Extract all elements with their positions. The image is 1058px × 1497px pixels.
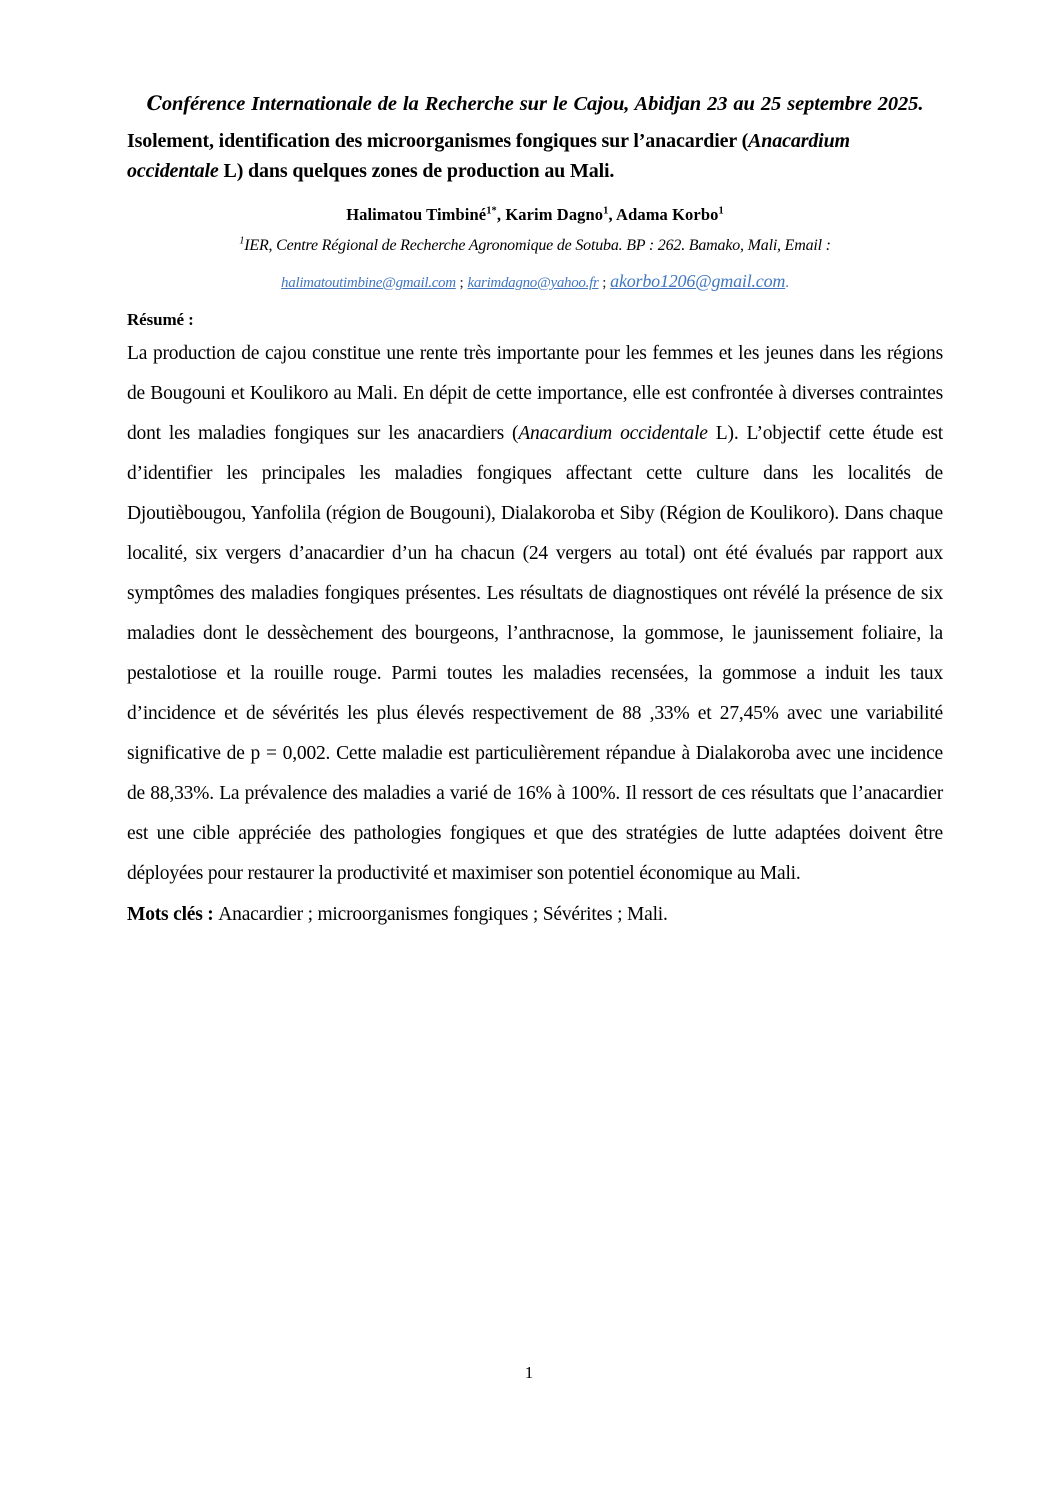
author-3-name: , Adama Korbo xyxy=(608,205,719,224)
abstract-label: Résumé : xyxy=(127,310,194,329)
paper-title-species: Anacardium occidentale xyxy=(127,130,850,182)
paper-title xyxy=(127,124,943,186)
keywords-value: Anacardier ; microorganismes fongiques ; Sévérites ; Mali. xyxy=(218,904,668,925)
author-1-affiliation-marker: 1* xyxy=(486,205,497,217)
keywords-line xyxy=(127,894,943,935)
email-link-3[interactable]: akorbo1206@gmail.com xyxy=(610,271,786,291)
page-number: 1 xyxy=(524,1363,534,1382)
affiliation xyxy=(127,228,943,258)
email-separator-1: ; xyxy=(455,275,468,291)
abstract-part2: L). L’objectif cette étude est d’identifier les principales les maladies fongiques affectant cette culture dans les localités de Djoutièbougou, Yanfolila (région de Bougouni), Dialakoroba et Siby (Région de Koulikoro). Dans chaque localité, six vergers d’anacardier d’un ha chacun (24 vergers au total) ont été évalués par rapport aux symptômes des maladies fongiques présentes. Les résultats de diagnostiques ont révélé la présence de six maladies dont le dessèchement des bourgeons, l’anthracnose, la gommose, le jaunissement foliaire, la pestalotiose et la rouille rouge. Parmi toutes les maladies recensées, la gommose a induit les taux d’incidence et de sévérités les plus élevés respectivement de 88 ,33% et 27,45% avec une variabilité significative de p = 0,002. Cette maladie est particulièrement répandue à Dialakoroba avec une incidence de 88,33%. La prévalence des maladies a varié de 16% à 100%. Il ressort de ces résultats que l’anacardier est une cible appréciée des pathologies fongiques et que des stratégies de lutte adaptées doivent être déployées pour restaurer la productivité et maximiser son potentiel économique au Mali. xyxy=(127,423,943,884)
page-content xyxy=(127,0,943,935)
email-trailing-period: . xyxy=(785,275,789,291)
paper-title-part2: L) dans quelques zones de production au Mali. xyxy=(218,160,615,182)
author-3-affiliation-marker: 1 xyxy=(718,205,724,217)
abstract-part1: La production de cajou constitue une rente très importante pour les femmes et les jeunes dans les régions de Bougouni et Koulikoro au Mali. En dépit de cette importance, elle est confrontée à diverses contraintes dont les maladies fongiques sur les anacardiers ( xyxy=(127,343,943,444)
keywords-label: Mots clés : xyxy=(127,904,219,925)
email-link-2[interactable]: karimdagno@yahoo.fr xyxy=(467,275,599,291)
author-list xyxy=(127,186,943,228)
conference-header-line2: septembre 2025. xyxy=(787,93,924,115)
conference-header xyxy=(127,0,943,120)
conference-header-lead: C xyxy=(146,92,162,115)
author-2-name: , Karim Dagno xyxy=(496,205,604,224)
email-separator-2: ; xyxy=(598,275,611,291)
paper-title-part1: Isolement, identification des microorganismes fongiques sur l’anacardier ( xyxy=(127,130,749,152)
email-link-1[interactable]: halimatoutimbine@gmail.com xyxy=(281,275,456,291)
abstract-body xyxy=(127,332,943,894)
abstract-species: Anacardium occidentale xyxy=(518,423,708,444)
author-1-name: Halimatou Timbiné xyxy=(346,205,487,224)
affiliation-text: IER, Centre Régional de Recherche Agronomique de Sotuba. BP : 262. Bamako, Mali, Email : xyxy=(244,237,831,254)
author-2-affiliation-marker: 1 xyxy=(603,205,609,217)
email-list xyxy=(127,258,943,296)
conference-header-line1: onférence Internationale de la Recherche sur le Cajou, Abidjan 23 au 25 xyxy=(161,93,782,115)
affiliation-marker: 1 xyxy=(239,235,245,247)
